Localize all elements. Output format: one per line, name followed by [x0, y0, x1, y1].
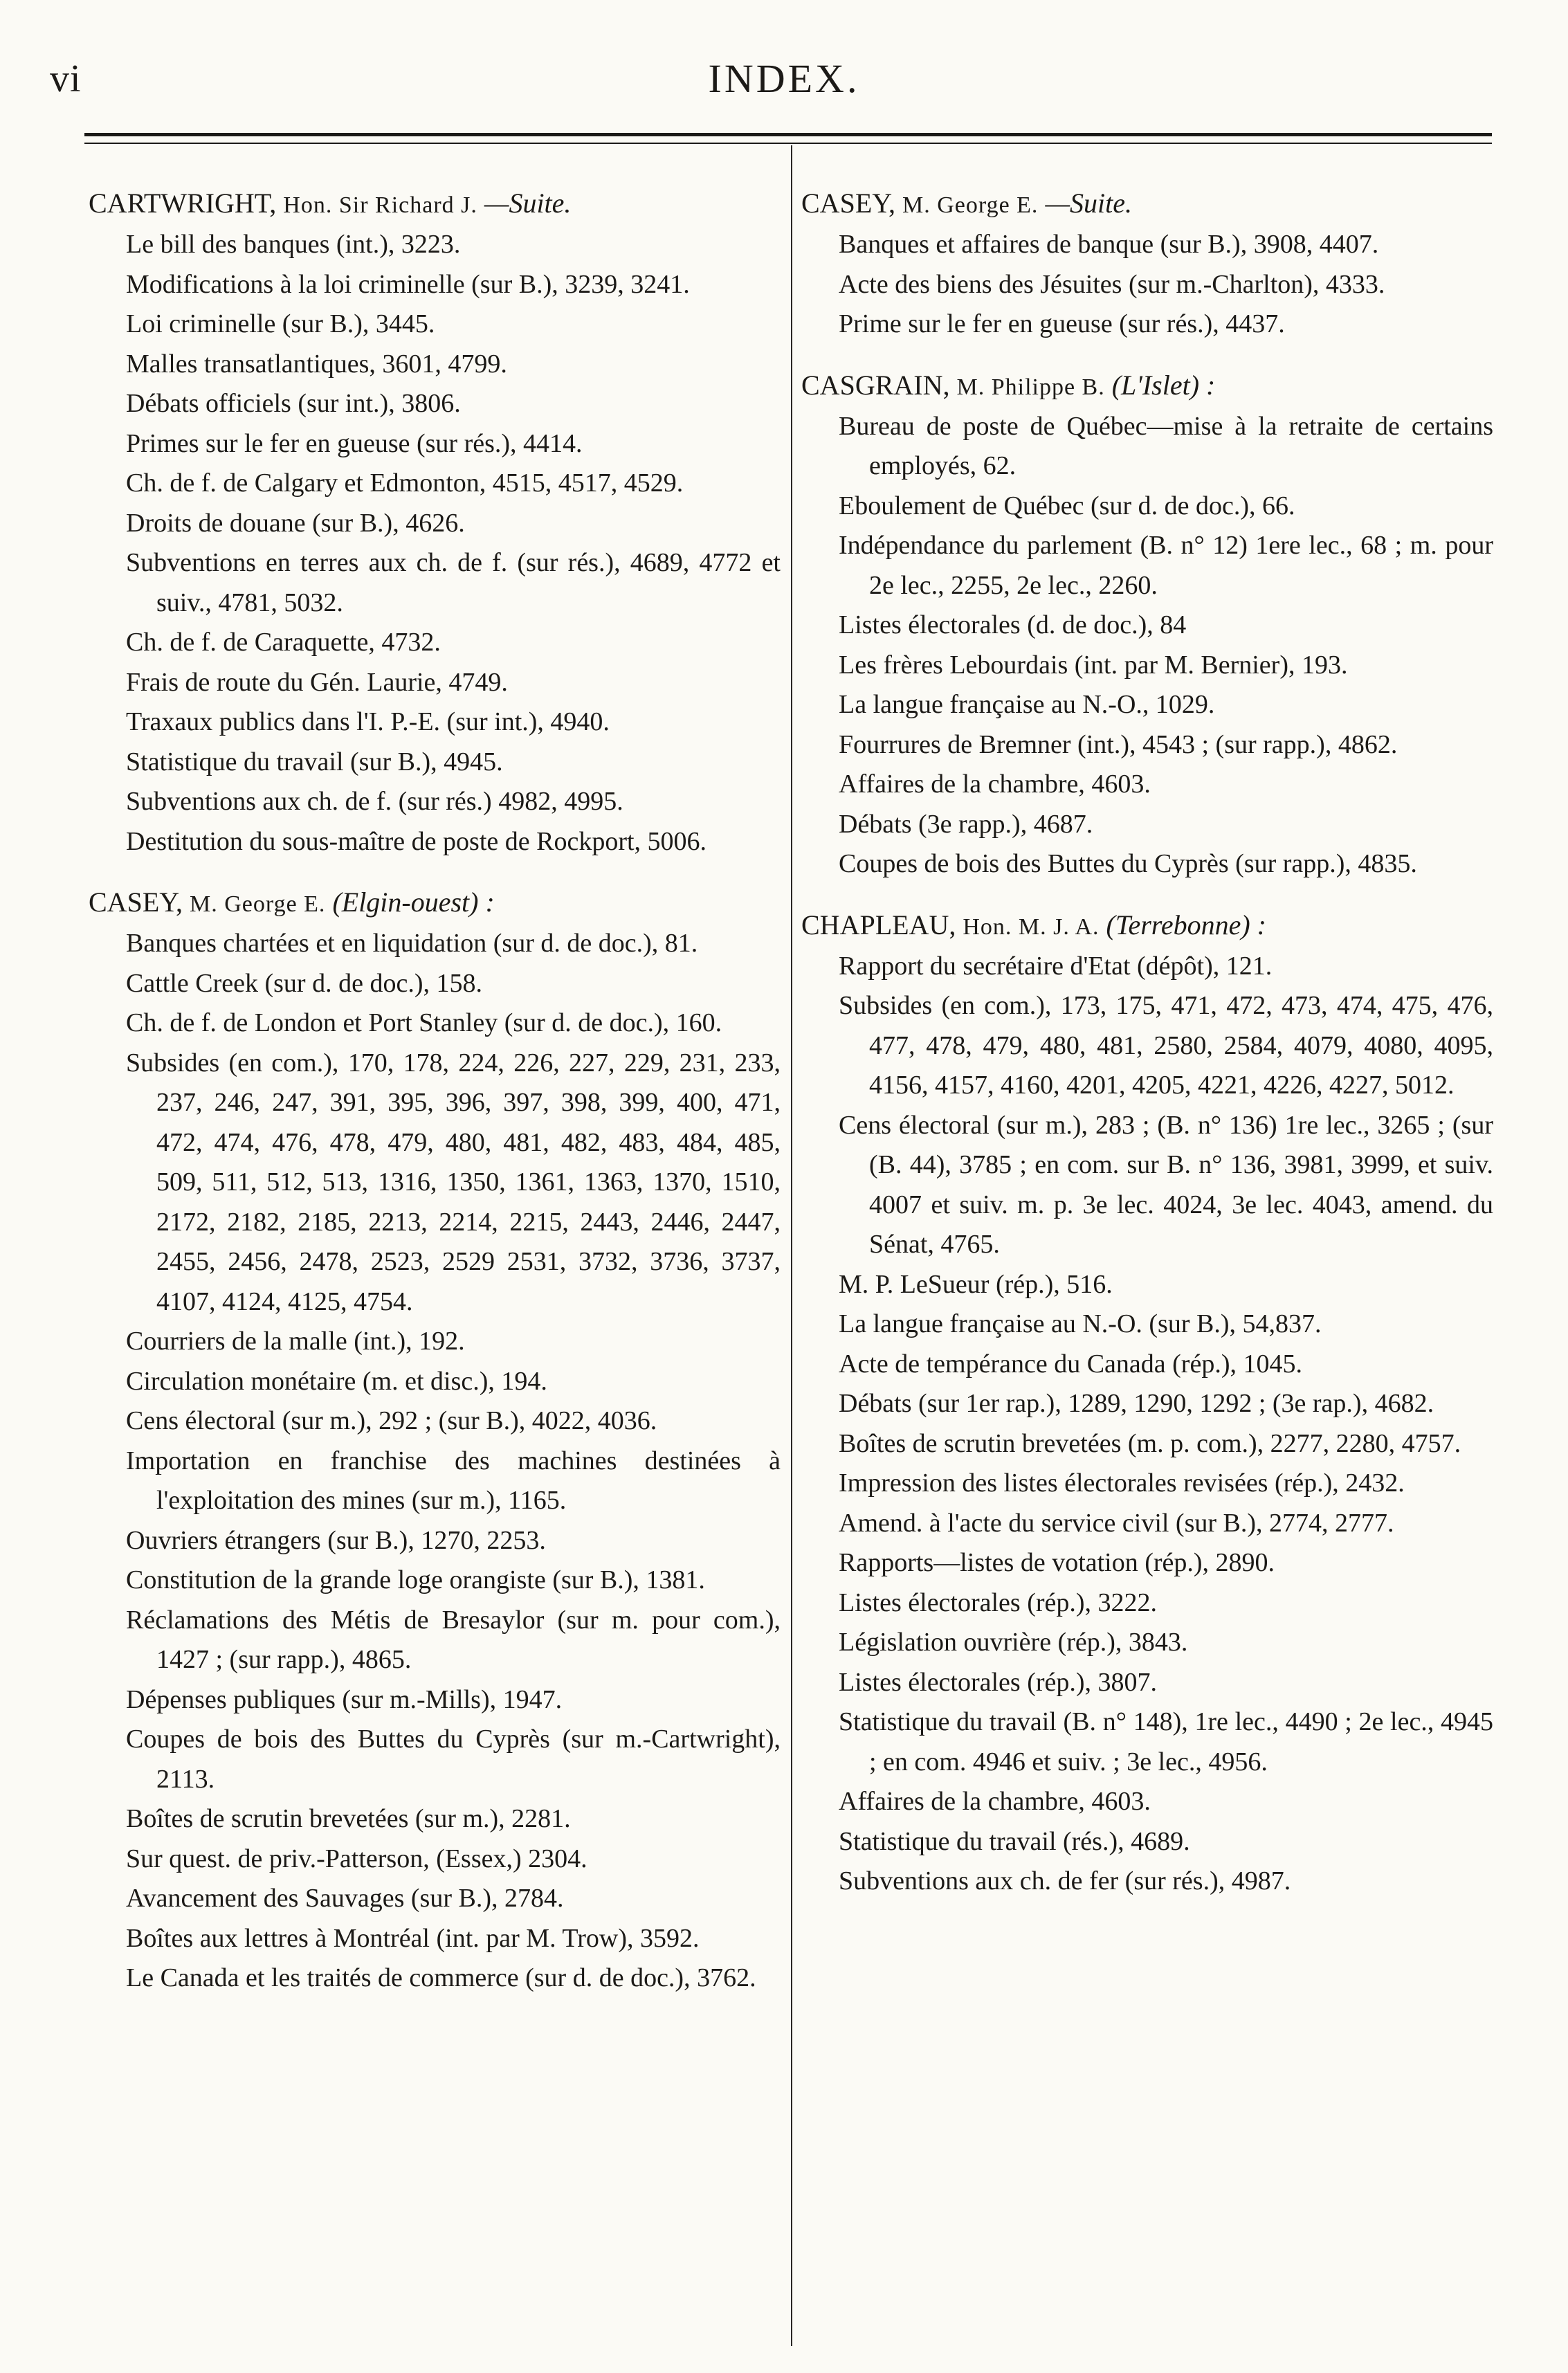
- entry-item: Affaires de la chambre, 4603.: [839, 770, 1151, 799]
- entry-item: Coupes de bois des Buttes du Cyprès (sur m.-Cartwright), 2113.: [126, 1725, 781, 1794]
- entry-item: Avancement des Sauvages (sur B.), 2784.: [126, 1884, 564, 1913]
- entry-item: Circulation monétaire (m. et disc.), 194.: [126, 1366, 547, 1396]
- entry-item: Cens électoral (sur m.), 292 ; (sur B.), 4022, 4036.: [126, 1406, 657, 1435]
- header-rule-thin: [84, 143, 1492, 144]
- entry-item: Ch. de f. de Caraquette, 4732.: [126, 628, 441, 657]
- entry-title: M. Philippe B.: [956, 374, 1105, 400]
- entry-name: CASGRAIN,: [801, 369, 950, 401]
- entry-title: M. George E.: [189, 891, 326, 917]
- entry-item: Statistique du travail (rés.), 4689.: [839, 1826, 1190, 1856]
- entry-item: Les frères Lebourdais (int. par M. Bernier), 193.: [839, 650, 1348, 680]
- entry-item: Frais de route du Gén. Laurie, 4749.: [126, 667, 508, 697]
- entry-item: Primes sur le fer en gueuse (sur rés.), 4414.: [126, 428, 583, 458]
- entry-item: Malles transatlantiques, 3601, 4799.: [126, 349, 507, 379]
- running-title: INDEX.: [708, 56, 860, 101]
- entry-item: Subsides (en com.), 170, 178, 224, 226, 227, 229, 231, 233, 237, 246, 247, 391, 395, 396, 397, 398, 399, 400, 471, 472, 474, 476, 478, 479, 480, 481, 482, 483, 484, 485, 509, 511, 512, 513, 1316, 1350, 1361, 1363, 1370, 1510, 2172, 2182, 2185, 2213, 2214, 2215, 2443, 2446, 2447, 2455, 2456, 2478, 2523, 2529 2531, 3732, 3736, 3737, 4107, 4124, 4125, 4754.: [126, 1048, 781, 1316]
- entry-item: Débats officiels (sur int.), 3806.: [126, 389, 461, 418]
- entry-item: Prime sur le fer en gueuse (sur rés.), 4437.: [839, 309, 1285, 338]
- entry-item: Le Canada et les traités de commerce (sur d. de doc.), 3762.: [126, 1963, 756, 1992]
- entry-item: Modifications à la loi criminelle (sur B.), 3239, 3241.: [126, 269, 690, 299]
- entry-item: Droits de douane (sur B.), 4626.: [126, 508, 465, 538]
- header-rule-thick: [84, 133, 1492, 136]
- entry-item: Listes électorales (rép.), 3222.: [839, 1588, 1158, 1617]
- entry-item: Destitution du sous-maître de poste de Rockport, 5006.: [126, 826, 707, 856]
- entry-item: M. P. LeSueur (rép.), 516.: [839, 1269, 1113, 1299]
- entry-item: Boîtes de scrutin brevetées (m. p. com.), 2277, 2280, 4757.: [839, 1428, 1461, 1458]
- entry-item: Ch. de f. de Calgary et Edmonton, 4515, 4517, 4529.: [126, 469, 684, 498]
- entry-name: CARTWRIGHT,: [89, 188, 277, 219]
- entry-item: Acte des biens des Jésuites (sur m.-Charlton), 4333.: [839, 269, 1385, 299]
- entry-item: Réclamations des Métis de Bresaylor (sur m. pour com.), 1427 ; (sur rapp.), 4865.: [126, 1605, 781, 1674]
- entry-item: Statistique du travail (B. n° 148), 1re lec., 4490 ; 2e lec., 4945 ; en com. 4946 et suiv. ; 3e lec., 4956.: [839, 1707, 1493, 1776]
- entry-item: Fourrures de Bremner (int.), 4543 ; (sur rapp.), 4862.: [839, 729, 1398, 759]
- entry-title: M. George E.: [902, 192, 1039, 218]
- entry-item: Listes électorales (rép.), 3807.: [839, 1667, 1158, 1697]
- entry-item: Bureau de poste de Québec—mise à la retraite de certains employés, 62.: [839, 411, 1493, 480]
- entry-item: Impression des listes électorales revisées (rép.), 2432.: [839, 1469, 1405, 1498]
- entry-item: Constitution de la grande loge orangiste (sur B.), 1381.: [126, 1565, 705, 1594]
- entry-item: Rapports—listes de votation (rép.), 2890.: [839, 1548, 1275, 1577]
- entry-item: Ouvriers étrangers (sur B.), 1270, 2253.: [126, 1525, 546, 1555]
- entry-heading: [801, 365, 1493, 407]
- entry-qualifier: —Suite.: [484, 188, 572, 219]
- entry-heading: [801, 905, 1493, 947]
- entry-item: Banques et affaires de banque (sur B.), 3908, 4407.: [839, 230, 1379, 259]
- entry-heading: [89, 183, 781, 225]
- entry-item: Statistique du travail (sur B.), 4945.: [126, 747, 503, 776]
- index-entry: [89, 882, 781, 1999]
- index-entry: [801, 183, 1493, 345]
- entry-qualifier: (Terrebonne) :: [1106, 909, 1266, 940]
- entry-item: Sur quest. de priv.-Patterson, (Essex,) 2304.: [126, 1844, 587, 1873]
- entry-heading: [89, 882, 781, 924]
- right-column: [801, 183, 1493, 1922]
- entry-item: Subventions en terres aux ch. de f. (sur rés.), 4689, 4772 et suiv., 4781, 5032.: [126, 548, 781, 617]
- entry-title: Hon. M. J. A.: [963, 913, 1100, 940]
- entry-item: La langue française au N.-O., 1029.: [839, 690, 1215, 719]
- entry-qualifier: —Suite.: [1045, 188, 1132, 219]
- entry-item: Importation en franchise des machines destinées à l'exploitation des mines (sur m.), 1165.: [126, 1446, 781, 1515]
- entry-item: Débats (sur 1er rap.), 1289, 1290, 1292 ; (3e rap.), 4682.: [839, 1389, 1434, 1418]
- entry-item: Loi criminelle (sur B.), 3445.: [126, 309, 435, 338]
- index-entry: [801, 905, 1493, 1902]
- entry-item: Coupes de bois des Buttes du Cyprès (sur rapp.), 4835.: [839, 849, 1417, 878]
- entry-item: Débats (3e rapp.), 4687.: [839, 809, 1093, 839]
- entry-qualifier: (Elgin-ouest) :: [332, 887, 495, 918]
- entry-item: Subsides (en com.), 173, 175, 471, 472, 473, 474, 475, 476, 477, 478, 479, 480, 481, 2580, 2584, 4079, 4080, 4095, 4156, 4157, 4160, 4201, 4205, 4221, 4226, 4227, 5012.: [839, 991, 1493, 1100]
- index-entry: [801, 365, 1493, 884]
- entry-name: CASEY,: [89, 887, 183, 918]
- entry-item: Indépendance du parlement (B. n° 12) 1ere lec., 68 ; m. pour 2e lec., 2255, 2e lec., 2260.: [839, 531, 1493, 600]
- entry-item: La langue française au N.-O. (sur B.), 54,837.: [839, 1309, 1322, 1338]
- entry-item: Ch. de f. de London et Port Stanley (sur d. de doc.), 160.: [126, 1008, 722, 1037]
- left-column: [89, 183, 781, 2019]
- entry-item: Courriers de la malle (int.), 192.: [126, 1327, 465, 1356]
- entry-item: Traxaux publics dans l'I. P.-E. (sur int.), 4940.: [126, 707, 610, 736]
- index-entry: [89, 183, 781, 862]
- entry-item: Boîtes de scrutin brevetées (sur m.), 2281.: [126, 1804, 571, 1833]
- entry-item: Cens électoral (sur m.), 283 ; (B. n° 136) 1re lec., 3265 ; (sur (B. 44), 3785 ; en com. sur B. n° 136, 3981, 3999, et suiv. 4007 et suiv. m. p. 3e lec. 4024, 3e lec. 4043, amend. du Sénat, 4765.: [839, 1110, 1493, 1259]
- entry-item: Eboulement de Québec (sur d. de doc.), 66.: [839, 491, 1295, 520]
- entry-item: Rapport du secrétaire d'Etat (dépôt), 121.: [839, 951, 1273, 981]
- entry-item: Cattle Creek (sur d. de doc.), 158.: [126, 968, 482, 998]
- entry-item: Dépenses publiques (sur m.-Mills), 1947.: [126, 1684, 563, 1714]
- entry-title: Hon. Sir Richard J.: [283, 192, 477, 218]
- entry-item: Boîtes aux lettres à Montréal (int. par M. Trow), 3592.: [126, 1923, 700, 1953]
- entry-item: Le bill des banques (int.), 3223.: [126, 230, 461, 259]
- entry-item: Amend. à l'acte du service civil (sur B.), 2774, 2777.: [839, 1508, 1394, 1538]
- page-number: vi: [50, 57, 82, 100]
- entry-item: Législation ouvrière (rép.), 3843.: [839, 1628, 1188, 1657]
- entry-item: Subventions aux ch. de fer (sur rés.), 4987.: [839, 1866, 1291, 1895]
- entry-qualifier: (L'Islet) :: [1111, 369, 1216, 401]
- entry-item: Banques chartées et en liquidation (sur d. de doc.), 81.: [126, 929, 698, 958]
- entry-heading: [801, 183, 1493, 225]
- entry-item: Affaires de la chambre, 4603.: [839, 1787, 1151, 1816]
- column-divider: [791, 145, 792, 2346]
- entry-item: Listes électorales (d. de doc.), 84: [839, 610, 1187, 639]
- entry-item: Subventions aux ch. de f. (sur rés.) 4982, 4995.: [126, 787, 623, 816]
- entry-name: CHAPLEAU,: [801, 909, 956, 940]
- entry-name: CASEY,: [801, 188, 895, 219]
- entry-item: Acte de tempérance du Canada (rép.), 1045.: [839, 1349, 1302, 1379]
